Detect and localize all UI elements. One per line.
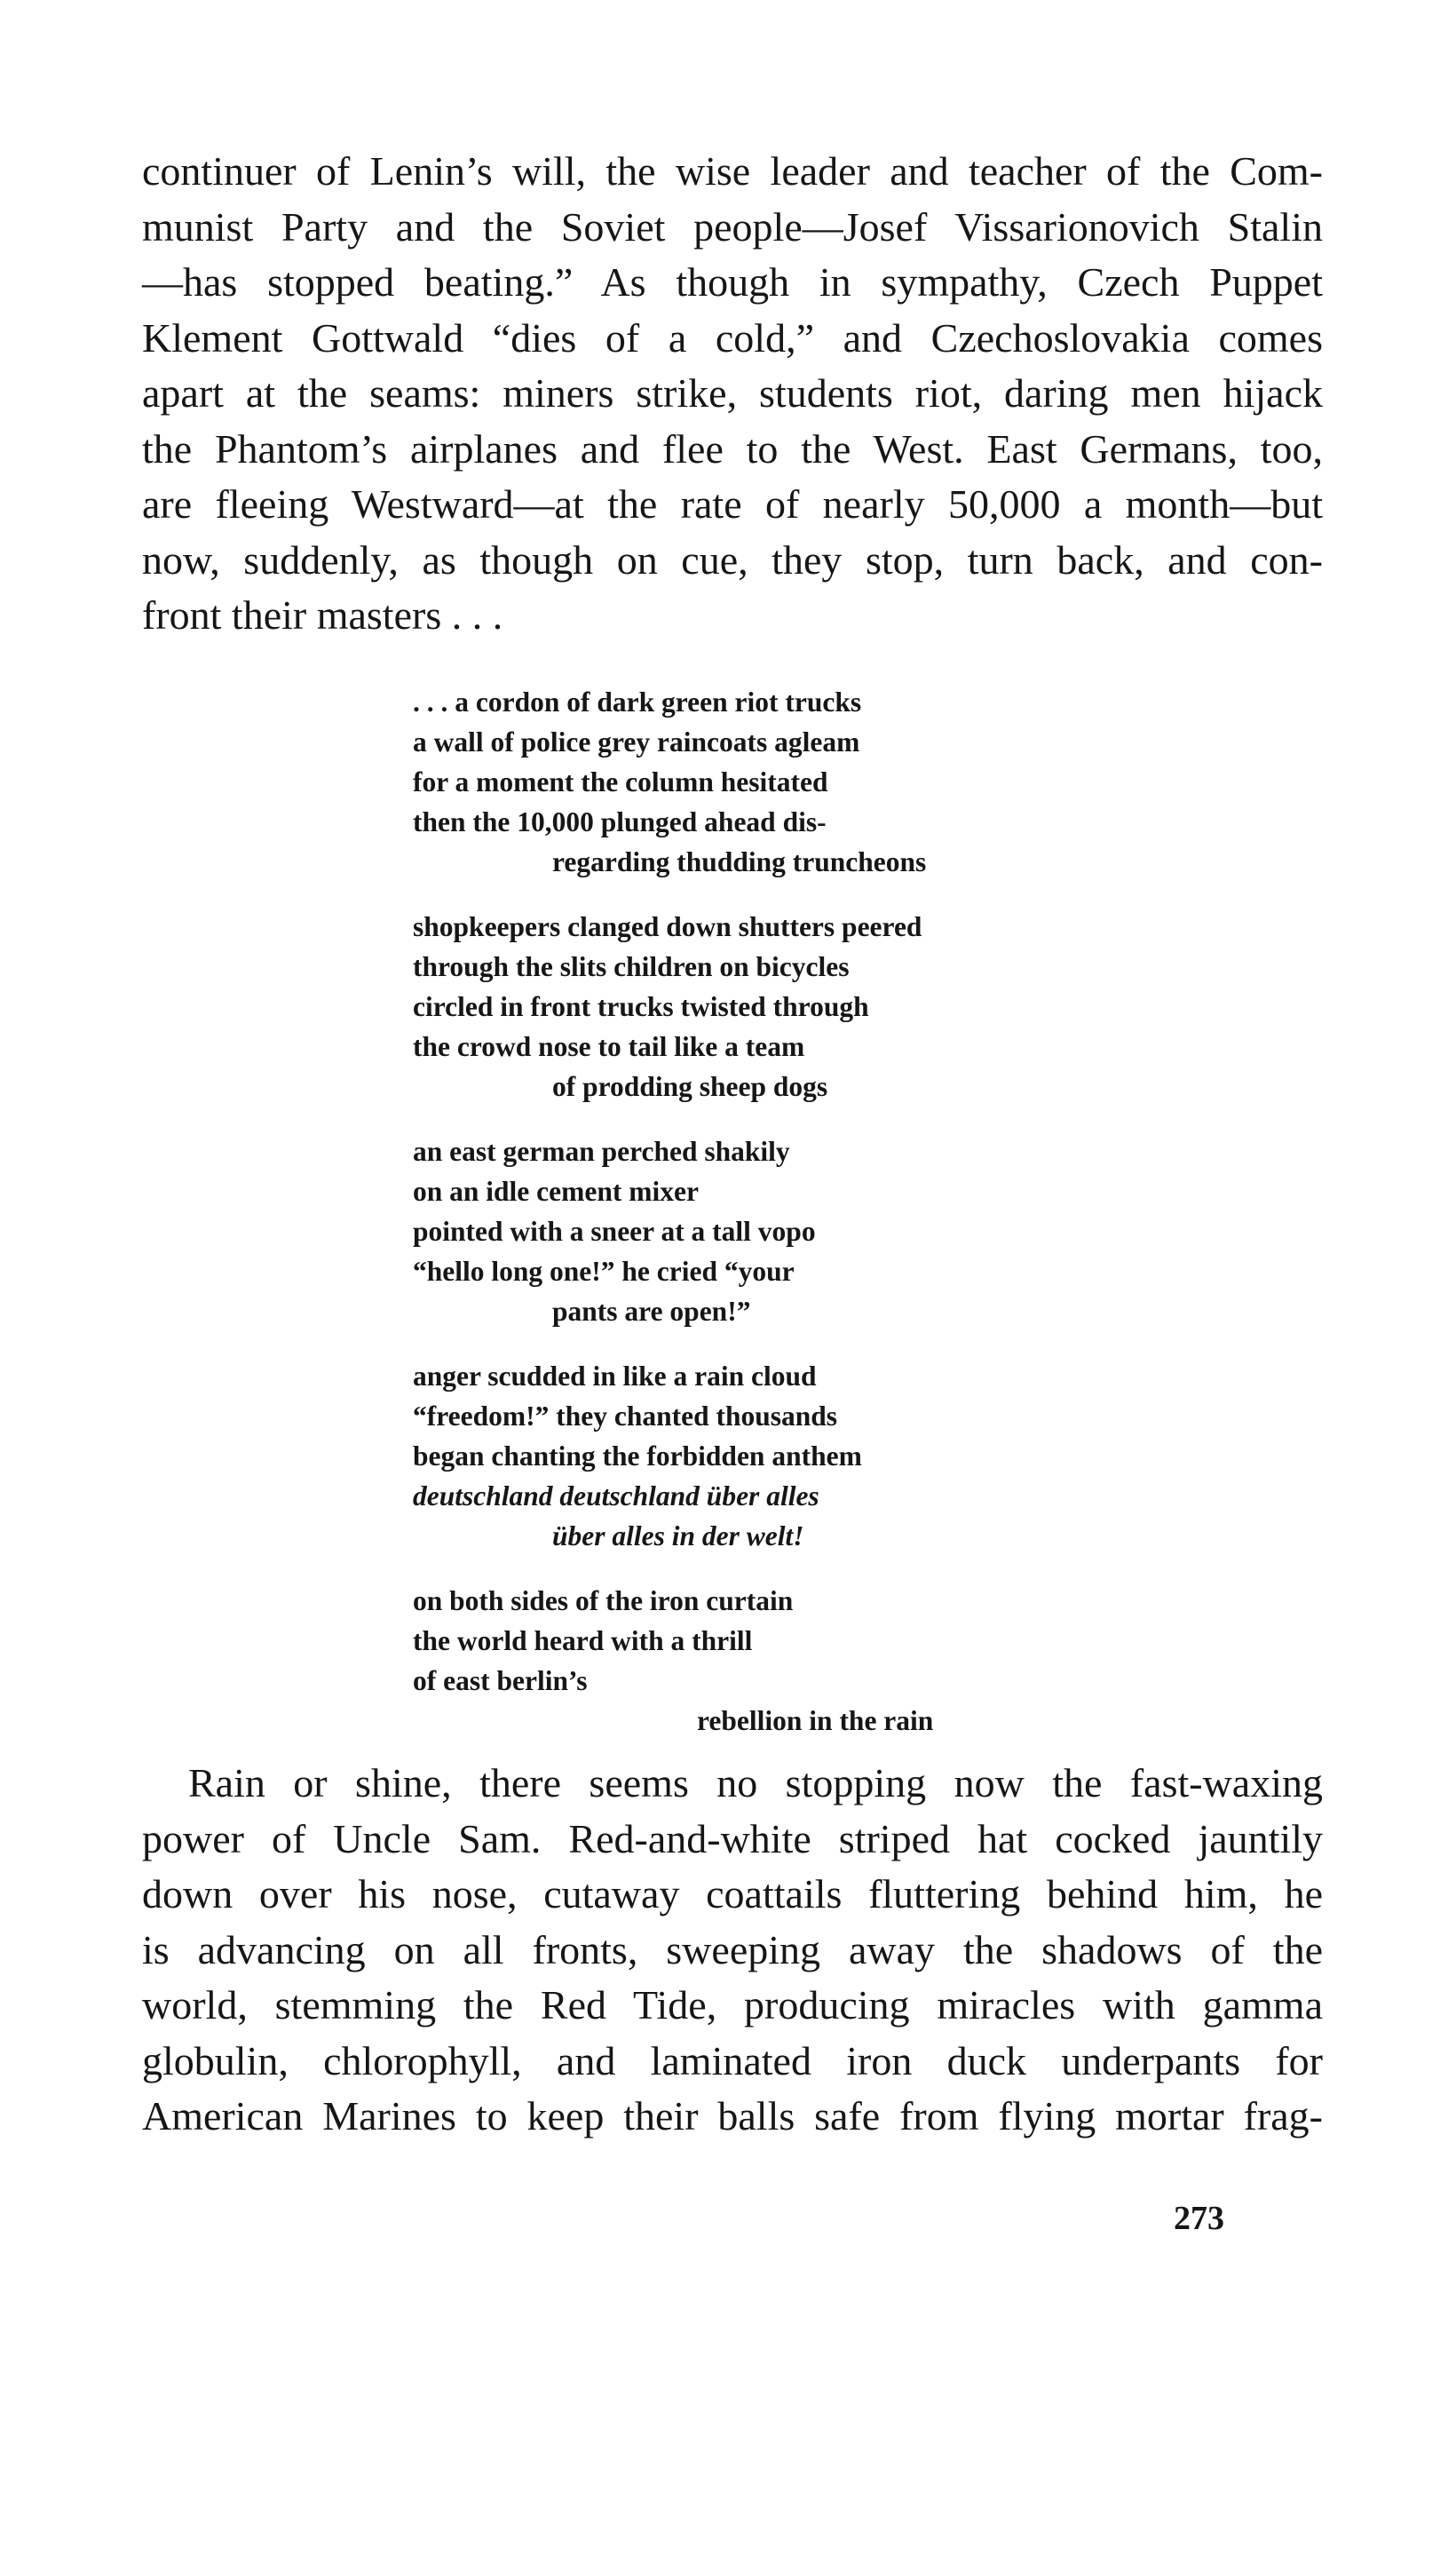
poem-line: through the slits children on bicycles: [413, 951, 850, 982]
poem-stanza: [413, 682, 1052, 882]
poem-line: “hello long one!” he cried “your: [413, 1256, 795, 1287]
paragraph-line: Klement Gottwald “dies of a cold,” and Czechoslovakia comes: [142, 314, 1323, 361]
paragraph-line: the Phantom’s airplanes and flee to the West. East Germans, too,: [142, 425, 1323, 472]
poem-line: the world heard with a thrill: [413, 1625, 753, 1656]
poem-line: then the 10,000 plunged ahead dis-: [413, 806, 827, 837]
poem-stanza: [413, 907, 1052, 1107]
poem-line: pants are open!”: [552, 1296, 751, 1327]
paragraph-line: munist Party and the Soviet people—Josef Vissarionovich Stalin: [142, 203, 1323, 250]
poem-line: shopkeepers clanged down shutters peered: [413, 911, 922, 942]
poem-line: circled in front trucks twisted through: [413, 991, 869, 1022]
poem-line: the crowd nose to tail like a team: [413, 1031, 805, 1062]
paragraph-line: globulin, chlorophyll, and laminated iron duck underpants for: [142, 2037, 1323, 2083]
poem-line: pointed with a sneer at a tall vopo: [413, 1216, 816, 1247]
poem-line: a wall of police grey raincoats agleam: [413, 726, 860, 758]
paragraph-line: continuer of Lenin’s will, the wise leader and teacher of the Com-: [142, 148, 1323, 194]
poem-line: anger scudded in like a rain cloud: [413, 1361, 817, 1392]
poem-line: for a moment the column hesitated: [413, 766, 828, 797]
paragraph-line: is advancing on all fronts, sweeping away the shadows of the: [142, 1926, 1323, 1972]
poem-line: began chanting the forbidden anthem: [413, 1440, 862, 1472]
poem-line-italic: über alles in der welt!: [552, 1520, 804, 1551]
poem-line: on an idle cement mixer: [413, 1176, 699, 1207]
paragraph-line: world, stemming the Red Tide, producing miracles with gamma: [142, 1982, 1323, 2027]
page-number: 273: [1174, 2200, 1224, 2237]
paragraph-line: front their masters . . .: [142, 592, 503, 638]
poem-line: an east german perched shakily: [413, 1136, 790, 1167]
poem-line: . . . a cordon of dark green riot trucks: [413, 686, 862, 718]
poem-block: [413, 682, 1052, 1766]
poem-line: regarding thudding truncheons: [552, 846, 927, 877]
top-paragraph: [142, 144, 1323, 644]
paragraph-line: —has stopped beating.” As though in sympathy, Czech Puppet: [142, 259, 1323, 305]
poem-stanza: [413, 1131, 1052, 1331]
paragraph-line: now, suddenly, as though on cue, they stop, turn back, and con-: [142, 536, 1323, 583]
paragraph-line: power of Uncle Sam. Red-and-white striped hat cocked jauntily: [142, 1815, 1323, 1861]
poem-line: on both sides of the iron curtain: [413, 1585, 794, 1616]
poem-stanza: [413, 1581, 1052, 1741]
poem-line: rebellion in the rain: [697, 1705, 934, 1736]
paragraph-line: apart at the seams: miners strike, students riot, daring men hijack: [142, 370, 1323, 416]
poem-line: “freedom!” they chanted thousands: [413, 1401, 838, 1432]
poem-line: of east berlin’s: [413, 1665, 588, 1696]
poem-line-italic: deutschland deutschland über alles: [413, 1480, 819, 1512]
paragraph-line: are fleeing Westward—at the rate of nearly 50,000 a month—but: [142, 481, 1323, 527]
paragraph-line: Rain or shine, there seems no stopping now the fast-waxing: [188, 1760, 1323, 1805]
poem-line: of prodding sheep dogs: [552, 1071, 828, 1102]
paragraph-line: down over his nose, cutaway coattails fluttering behind him, he: [142, 1871, 1323, 1916]
paragraph-line: American Marines to keep their balls safe from flying mortar frag-: [142, 2093, 1323, 2138]
poem-stanza: [413, 1356, 1052, 1556]
bottom-paragraph: [142, 1756, 1323, 2145]
